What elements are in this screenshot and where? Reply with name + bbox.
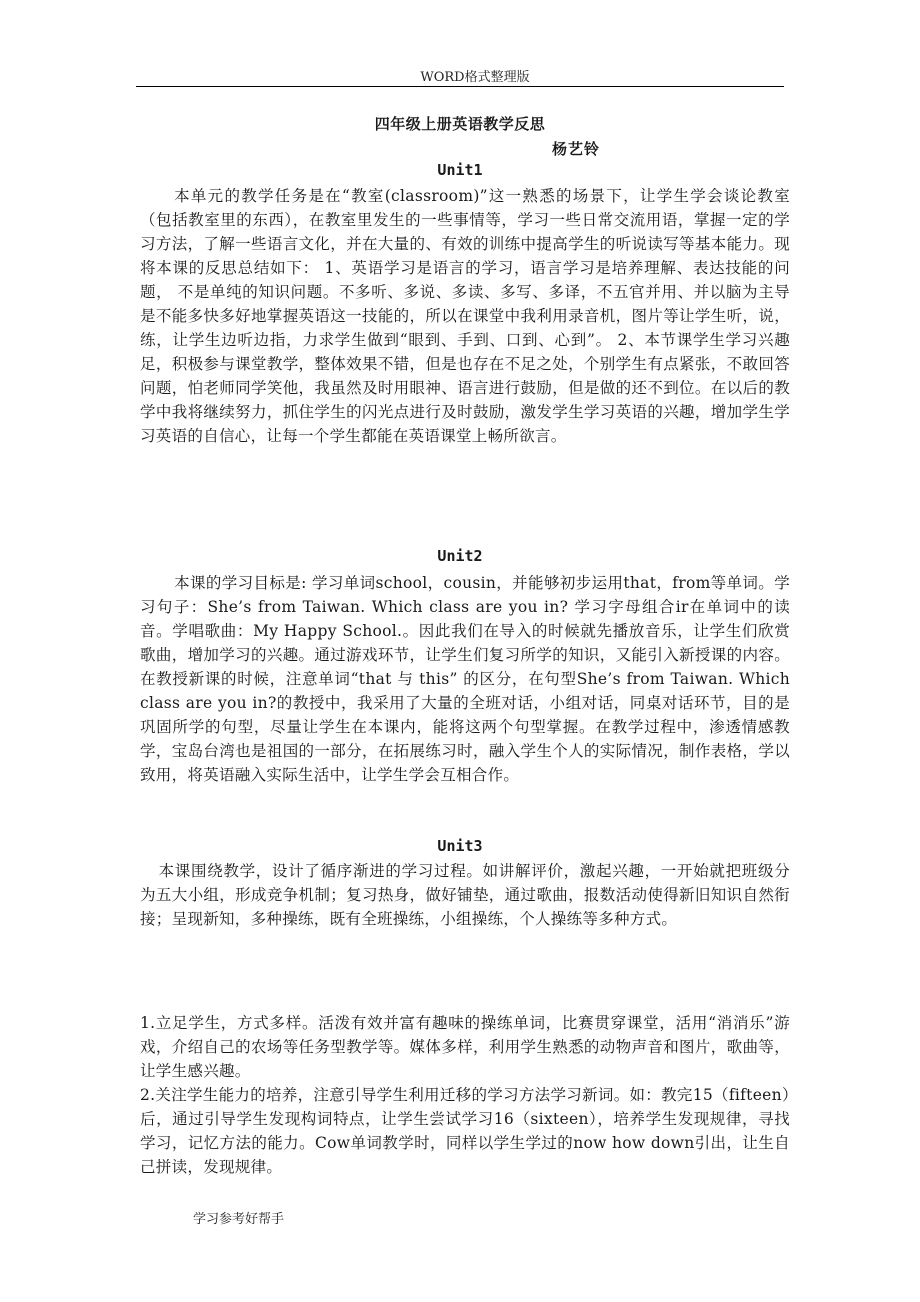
unit1-paragraph: 本单元的教学任务是在“教室(classroom)”这一熟悉的场景下，让学生学会谈论教室（包括教室里的东西），在教室里发生的一些事情等，学习一些日常交流用语，掌握一定的学习方法，了解一些语言文化，并在大量的、有效的训练中提高学生的听说读写等基本能力。现将本课的反思总结如下： 1、英语学习是语言的学习，语言学习是培养理解、表达技能的问题， 不是单纯的知识问题。不多听、多说、多读、多写、多译，不五官并用、并以脑为主导是不能多快多好地掌握英语这一技能的，所以在课堂中我利用录音机，图片等让学生听，说，练，让学生边听边指，力求学生做到“眼到、手到、口到、心到”。 2、本节课学生学习兴趣足，积极参与课堂教学，整体效果不错，但是也存在不足之处，个别学生有点紧张，不敢回答问题，怕老师同学笑他，我虽然及时用眼神、语言进行鼓励，但是做的还不到位。在以后的教学中我将继续努力，抓住学生的闪光点进行及时鼓励，激发学生学习英语的兴趣，增加学生学习英语的自信心，让每一个学生都能在英语课堂上畅所欲言。 [140, 187, 790, 445]
unit2-paragraph: 本课的学习目标是: 学习单词school，cousin，并能够初步运用that，from等单词。学习句子：She’s from Taiwan. Which class are you in? 学习字母组合ir在单词中的读音。学唱歌曲：My Happy School.。因此我们在导入的时候就先播放音乐，让学生们欣赏歌曲，增加学习的兴趣。通过游戏环节，让学生们复习所学的知识，又能引入新授课的内容。在教授新课的时候，注意单词“that 与 this” 的区分，在句型She’s from Taiwan. Which class are you in?的教授中，我采用了大量的全班对话，小组对话，同桌对话环节，目的是巩固所学的句型，尽量让学生在本课内，能将这两个句型掌握。在教学过程中，渗透情感教学，宝岛台湾也是祖国的一部分，在拓展练习时，融入学生个人的实际情况，制作表格，学以致用，将英语融入实际生活中，让学生学会互相合作。 [140, 574, 790, 784]
document-author: 杨艺铃 [552, 140, 601, 158]
header-divider [136, 86, 784, 87]
document-title: 四年级上册英语教学反思 [374, 115, 546, 133]
unit2-heading: Unit2 [437, 547, 483, 565]
unit3-paragraph-intro: 本课围绕教学，设计了循序渐进的学习过程。如讲解评价，激起兴趣，一开始就把班级分为五大小组，形成竞争机制；复习热身，做好铺垫，通过歌曲，报数活动使得新旧知识自然衔接；呈现新知，多种操练，既有全班操练，小组操练，个人操练等多种方式。 [140, 862, 790, 928]
page-footer: 学习参考好帮手 [193, 1212, 285, 1227]
page-header: WORD格式整理版 [420, 70, 530, 85]
unit3-paragraph-point2: 2.关注学生能力的培养，注意引导学生利用迁移的学习方法学习新词。如：教完15（fifteen）后，通过引导学生发现构词特点，让学生尝试学习16（sixteen），培养学生发现规律，寻找学习，记忆方法的能力。Cow单词教学时，同样以学生学过的now how down引出，让生自己拼读，发现规律。 [140, 1086, 790, 1176]
unit3-paragraph-point1: 1.立足学生，方式多样。活泼有效并富有趣味的操练单词，比赛贯穿课堂，活用“消消乐”游戏，介绍自己的农场等任务型教学等。媒体多样，利用学生熟悉的动物声音和图片，歌曲等，让学生感兴趣。 [140, 1014, 790, 1080]
unit1-heading: Unit1 [437, 161, 483, 179]
unit3-heading: Unit3 [437, 837, 483, 855]
